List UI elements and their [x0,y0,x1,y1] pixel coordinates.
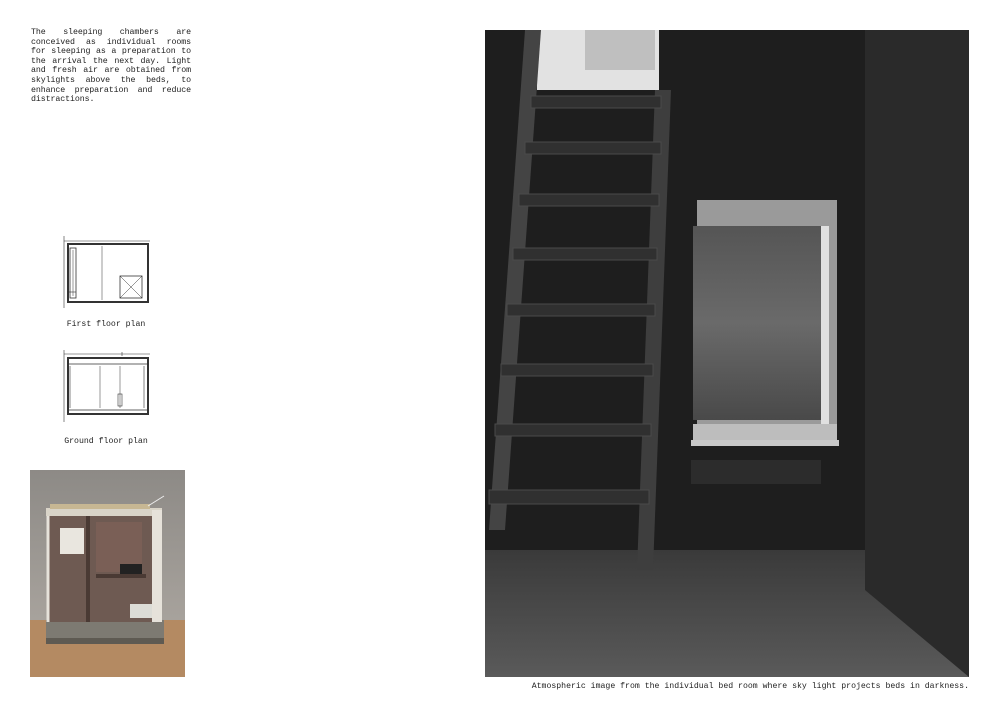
model-photo [30,470,185,677]
first-floor-plan-drawing [62,236,152,308]
ground-floor-plan-label: Ground floor plan [64,437,148,446]
ground-floor-plan-drawing [62,350,152,422]
atmospheric-interior-photo [485,30,969,677]
atmospheric-photo-caption: Atmospheric image from the individual bed room where sky light projects beds in darkness. [531,682,969,691]
first-floor-plan-label: First floor plan [66,320,146,329]
intro-paragraph: The sleeping chambers are conceived as individual rooms for sleeping as a preparation to the arrival the next day. Light and fresh air are obtained from skylights above the beds, to enhance preparation and reduce distractions. [31,28,191,105]
